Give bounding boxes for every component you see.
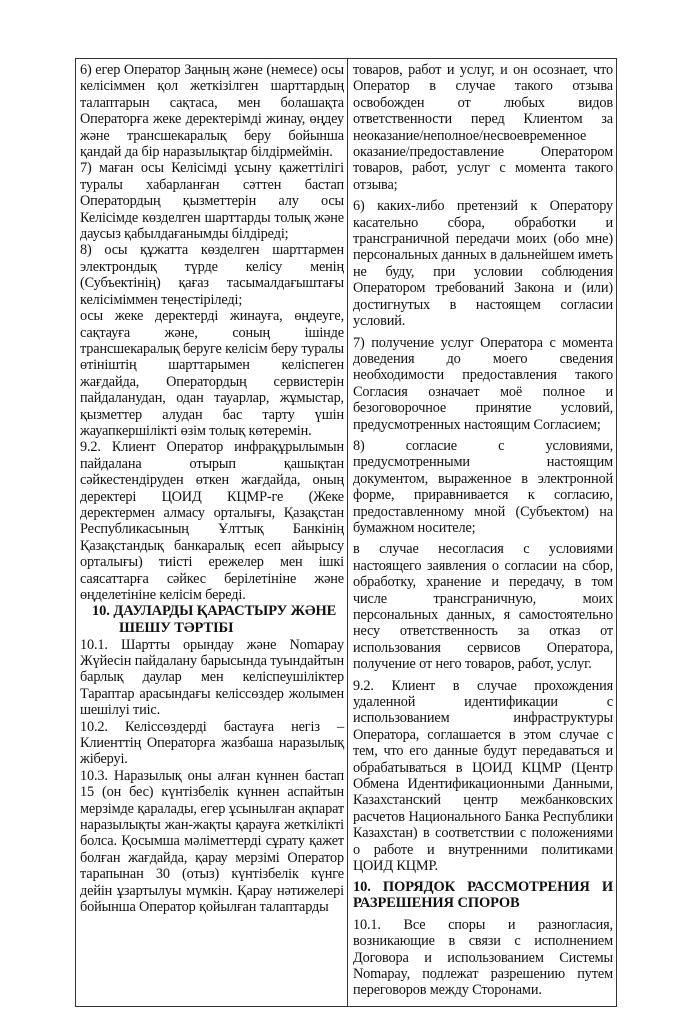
kz-clause-10-2: 10.2. Келіссөздерді бастауға негіз – Клиенттің Операторға жазбаша наразылық жіберуі. — [80, 718, 344, 768]
kz-heading-line-1: 10. ДАУЛАРДЫ ҚАРАСТЫРУ ЖӘНЕ — [92, 603, 337, 620]
kz-clause-9-2: 9.2. Клиент Оператор инфрақұрылымын пайдалана отырып қашықтан сәйкестендіруден өткен жағдайда, оның деректері ЦОИД КЦМР-ге (Жеке деректермен алмасу орталығы, Қазақстан Республикасының Ұлттық Банкінің Қазақстандық банкаралық есеп айырысу орталығы) тиісті ережелер мен ішкі саясаттарға сәйкес берілетініне және өңделетініне келісім береді. — [80, 439, 344, 603]
kz-clause-8: 8) осы құжатта көзделген шарттармен электрондық түрде келісу менің (Субъектінің) қағаз тасымалдағыштағы келісіміммен теңестіріледі; — [80, 242, 344, 308]
ru-clause-10-1: 10.1. Все споры и разногласия, возникающие в связи с исполнением Договора и использованием Системы Nomapay, подлежат разрешению путем переговоров между Сторонами. — [353, 916, 613, 999]
kz-clause-10-1: 10.1. Шартты орындау және Nomapay Жүйесін пайдалану барысында туындайтын барлық даулар мен келіспеушіліктер Тараптар арасындағы келіссөздер жолымен шешілуі тиіс. — [80, 636, 344, 719]
kazakh-column — [76, 59, 348, 1006]
ru-disagreement-clause: в случае несогласия с условиями настоящего заявления о согласии на сбор, обработку, хранение и передачу, в том числе трансграничную, моих персональных данных, я самостоятельно несу ответственность за отказ от использования сервисов Оператора, получение от него товаров, работ, услуг. — [353, 541, 613, 673]
kz-clause-7: 7) маған осы Келісімді ұсыну қажеттілігі туралы хабарланған сәттен бастап Оператордың қызметтерін алу осы Келісімде көзделген шарттарды толық және даусыз қабылдағанымды білдіреді; — [80, 160, 344, 243]
ru-clause-8: 8) согласие с условиями, предусмотренными настоящим документом, выраженное в электронной форме, приравнивается к согласию, предоставленному мной (Субъектом) на бумажном носителе; — [353, 437, 613, 536]
kz-disagreement-clause: осы жеке деректерді жинауға, өңдеуге, сақтауға және, соның ішінде трансшекаралық беруге келісім беру туралы өтініштің шарттарымен келіспеген жағдайда, Оператордың сервистерін пайдаланудан, одан тауарлар, жұмыстар, қызметтер алудан бас тарту үшін жауапкершілікті өзім толық көтеремін. — [80, 308, 344, 439]
ru-continuation: товаров, работ и услуг, и он осознает, что Оператор в случае такого отзыва освобожден от любых видов ответственности перед Клиентом за неоказание/неполное/несвоевременное оказание/предоставление Оператором товаров, работ, услуг с момента такого отзыва; — [353, 62, 613, 193]
ru-clause-7: 7) получение услуг Оператора с момента доведения до моего сведения необходимости предоставления такого Согласия означает моё полное и безоговорочное принятие условий, предусмотренных настоящим Согласием; — [353, 334, 613, 433]
kz-clause-10-3: 10.3. Наразылық оны алған күннен бастап 15 (он бес) күнтізбелік күннен аспайтын мерзімде қаралады, егер ұсынылған ақпарат наразылықты жан-жақты қарауға жеткілікті болса. Қосымша мәліметтерді сұрату қажет болған жағдайда, қарау мерзімі Оператор тарапынан 30 (отыз) күнтізбелік күнге дейін ұзартылуы мүмкін. Қарау нәтижелері бойынша Оператор қойылған талаптарды — [80, 767, 344, 916]
ru-clause-6: 6) каких-либо претензий к Оператору касательно сбора, обработки и трансграничной передачи моих (обо мне) персональных данных в дальнейшем иметь не буду, при условии соблюдения Оператором требований Закона и (или) достигнутых в настоящем согласии условий. — [353, 198, 613, 330]
kz-section-10-heading — [80, 603, 344, 636]
bilingual-text-table — [75, 58, 617, 1007]
kz-clause-6: 6) егер Оператор Заңның және (немесе) осы келісіммен қол жеткізілген шарттардың талаптарын сақтаса, мен болашақта Операторға жеке деректерімді жинау, өңдеу және трансшекаралық беру бойынша қандай да бір наразылықтар білдірмеймін. — [80, 62, 344, 161]
ru-clause-9-2: 9.2. Клиент в случае прохождения удаленной идентификации с использованием инфраструктуры Оператора, соглашается в этом случае с тем, что его данные будут передаваться и обрабатываться в ЦОИД КЦМР (Центр Обмена Идентификационными Данными, Казахстанский центр межбанковских расчетов Национального Банка Республики Казахстан) в соответствии с положениями о работе и внутренними политиками ЦОИД КЦМР. — [353, 677, 613, 875]
russian-column — [348, 59, 616, 1006]
ru-section-10-heading: 10. ПОРЯДОК РАССМОТРЕНИЯ И РАЗРЕШЕНИЯ СПОРОВ — [353, 878, 613, 912]
kz-heading-line-2: ШЕШУ ТӘРТІБІ — [119, 620, 234, 636]
